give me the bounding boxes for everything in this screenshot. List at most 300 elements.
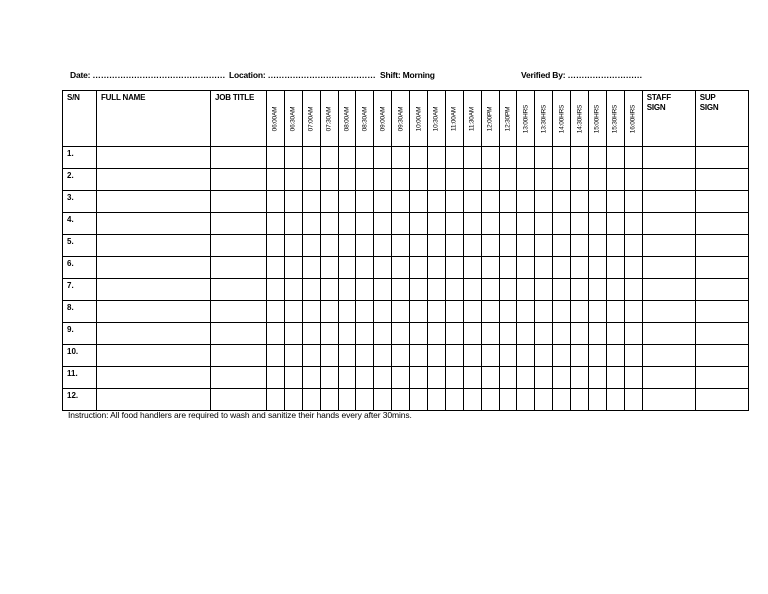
time-check-cell[interactable]: [284, 191, 302, 213]
time-check-cell[interactable]: [481, 169, 499, 191]
time-check-cell[interactable]: [589, 367, 607, 389]
time-check-cell[interactable]: [284, 235, 302, 257]
time-check-cell[interactable]: [535, 147, 553, 169]
time-check-cell[interactable]: [410, 323, 428, 345]
time-check-cell[interactable]: [320, 301, 338, 323]
time-check-cell[interactable]: [428, 147, 446, 169]
time-check-cell[interactable]: [553, 367, 571, 389]
time-check-cell[interactable]: [571, 147, 589, 169]
time-check-cell[interactable]: [606, 235, 624, 257]
time-check-cell[interactable]: [338, 389, 356, 411]
time-check-cell[interactable]: [481, 235, 499, 257]
time-check-cell[interactable]: [571, 191, 589, 213]
time-check-cell[interactable]: [535, 279, 553, 301]
time-check-cell[interactable]: [517, 323, 535, 345]
staff-sign-cell[interactable]: [642, 345, 695, 367]
full-name-cell[interactable]: [97, 345, 211, 367]
time-check-cell[interactable]: [589, 213, 607, 235]
time-check-cell[interactable]: [499, 147, 517, 169]
time-check-cell[interactable]: [517, 389, 535, 411]
time-check-cell[interactable]: [553, 323, 571, 345]
time-check-cell[interactable]: [356, 191, 374, 213]
time-check-cell[interactable]: [445, 191, 463, 213]
time-check-cell[interactable]: [392, 323, 410, 345]
time-check-cell[interactable]: [517, 169, 535, 191]
time-check-cell[interactable]: [481, 279, 499, 301]
time-check-cell[interactable]: [428, 301, 446, 323]
sup-sign-cell[interactable]: [695, 279, 748, 301]
time-check-cell[interactable]: [267, 191, 285, 213]
time-check-cell[interactable]: [445, 345, 463, 367]
time-check-cell[interactable]: [606, 301, 624, 323]
time-check-cell[interactable]: [410, 147, 428, 169]
time-check-cell[interactable]: [606, 345, 624, 367]
time-check-cell[interactable]: [374, 389, 392, 411]
time-check-cell[interactable]: [499, 279, 517, 301]
job-title-cell[interactable]: [211, 345, 267, 367]
staff-sign-cell[interactable]: [642, 279, 695, 301]
time-check-cell[interactable]: [589, 301, 607, 323]
time-check-cell[interactable]: [302, 323, 320, 345]
time-check-cell[interactable]: [302, 301, 320, 323]
time-check-cell[interactable]: [320, 279, 338, 301]
time-check-cell[interactable]: [571, 301, 589, 323]
time-check-cell[interactable]: [338, 279, 356, 301]
time-check-cell[interactable]: [571, 257, 589, 279]
time-check-cell[interactable]: [284, 301, 302, 323]
time-check-cell[interactable]: [410, 213, 428, 235]
staff-sign-cell[interactable]: [642, 367, 695, 389]
time-check-cell[interactable]: [410, 191, 428, 213]
time-check-cell[interactable]: [571, 279, 589, 301]
time-check-cell[interactable]: [374, 257, 392, 279]
time-check-cell[interactable]: [267, 169, 285, 191]
time-check-cell[interactable]: [302, 235, 320, 257]
time-check-cell[interactable]: [356, 147, 374, 169]
time-check-cell[interactable]: [392, 389, 410, 411]
time-check-cell[interactable]: [499, 367, 517, 389]
time-check-cell[interactable]: [535, 323, 553, 345]
time-check-cell[interactable]: [571, 235, 589, 257]
time-check-cell[interactable]: [302, 213, 320, 235]
time-check-cell[interactable]: [320, 147, 338, 169]
time-check-cell[interactable]: [338, 301, 356, 323]
time-check-cell[interactable]: [428, 345, 446, 367]
time-check-cell[interactable]: [445, 257, 463, 279]
time-check-cell[interactable]: [338, 169, 356, 191]
time-check-cell[interactable]: [356, 301, 374, 323]
time-check-cell[interactable]: [445, 169, 463, 191]
time-check-cell[interactable]: [535, 301, 553, 323]
time-check-cell[interactable]: [338, 235, 356, 257]
sup-sign-cell[interactable]: [695, 147, 748, 169]
time-check-cell[interactable]: [517, 191, 535, 213]
time-check-cell[interactable]: [302, 389, 320, 411]
job-title-cell[interactable]: [211, 169, 267, 191]
time-check-cell[interactable]: [338, 213, 356, 235]
time-check-cell[interactable]: [463, 213, 481, 235]
sup-sign-cell[interactable]: [695, 389, 748, 411]
full-name-cell[interactable]: [97, 367, 211, 389]
time-check-cell[interactable]: [553, 301, 571, 323]
time-check-cell[interactable]: [410, 389, 428, 411]
staff-sign-cell[interactable]: [642, 389, 695, 411]
time-check-cell[interactable]: [463, 279, 481, 301]
time-check-cell[interactable]: [499, 323, 517, 345]
time-check-cell[interactable]: [589, 169, 607, 191]
time-check-cell[interactable]: [374, 323, 392, 345]
time-check-cell[interactable]: [481, 191, 499, 213]
time-check-cell[interactable]: [535, 257, 553, 279]
time-check-cell[interactable]: [445, 389, 463, 411]
time-check-cell[interactable]: [302, 345, 320, 367]
time-check-cell[interactable]: [571, 323, 589, 345]
time-check-cell[interactable]: [374, 191, 392, 213]
time-check-cell[interactable]: [535, 389, 553, 411]
time-check-cell[interactable]: [589, 235, 607, 257]
time-check-cell[interactable]: [571, 345, 589, 367]
time-check-cell[interactable]: [517, 235, 535, 257]
time-check-cell[interactable]: [481, 301, 499, 323]
time-check-cell[interactable]: [624, 345, 642, 367]
time-check-cell[interactable]: [553, 389, 571, 411]
full-name-cell[interactable]: [97, 389, 211, 411]
time-check-cell[interactable]: [410, 169, 428, 191]
time-check-cell[interactable]: [463, 345, 481, 367]
time-check-cell[interactable]: [535, 235, 553, 257]
time-check-cell[interactable]: [320, 169, 338, 191]
full-name-cell[interactable]: [97, 257, 211, 279]
time-check-cell[interactable]: [445, 323, 463, 345]
time-check-cell[interactable]: [606, 213, 624, 235]
time-check-cell[interactable]: [410, 367, 428, 389]
time-check-cell[interactable]: [481, 323, 499, 345]
time-check-cell[interactable]: [428, 389, 446, 411]
time-check-cell[interactable]: [392, 367, 410, 389]
time-check-cell[interactable]: [428, 367, 446, 389]
sup-sign-cell[interactable]: [695, 345, 748, 367]
time-check-cell[interactable]: [284, 257, 302, 279]
time-check-cell[interactable]: [302, 257, 320, 279]
staff-sign-cell[interactable]: [642, 323, 695, 345]
job-title-cell[interactable]: [211, 389, 267, 411]
staff-sign-cell[interactable]: [642, 257, 695, 279]
time-check-cell[interactable]: [571, 389, 589, 411]
time-check-cell[interactable]: [445, 301, 463, 323]
time-check-cell[interactable]: [624, 147, 642, 169]
job-title-cell[interactable]: [211, 323, 267, 345]
time-check-cell[interactable]: [320, 345, 338, 367]
job-title-cell[interactable]: [211, 191, 267, 213]
time-check-cell[interactable]: [374, 301, 392, 323]
time-check-cell[interactable]: [517, 301, 535, 323]
full-name-cell[interactable]: [97, 147, 211, 169]
sup-sign-cell[interactable]: [695, 367, 748, 389]
time-check-cell[interactable]: [553, 257, 571, 279]
full-name-cell[interactable]: [97, 279, 211, 301]
full-name-cell[interactable]: [97, 301, 211, 323]
time-check-cell[interactable]: [267, 301, 285, 323]
time-check-cell[interactable]: [410, 235, 428, 257]
staff-sign-cell[interactable]: [642, 213, 695, 235]
time-check-cell[interactable]: [571, 367, 589, 389]
time-check-cell[interactable]: [428, 279, 446, 301]
time-check-cell[interactable]: [463, 235, 481, 257]
time-check-cell[interactable]: [445, 147, 463, 169]
time-check-cell[interactable]: [624, 213, 642, 235]
time-check-cell[interactable]: [499, 169, 517, 191]
time-check-cell[interactable]: [463, 191, 481, 213]
time-check-cell[interactable]: [356, 257, 374, 279]
time-check-cell[interactable]: [463, 257, 481, 279]
time-check-cell[interactable]: [284, 389, 302, 411]
time-check-cell[interactable]: [284, 323, 302, 345]
time-check-cell[interactable]: [374, 367, 392, 389]
time-check-cell[interactable]: [374, 147, 392, 169]
time-check-cell[interactable]: [392, 191, 410, 213]
time-check-cell[interactable]: [320, 389, 338, 411]
time-check-cell[interactable]: [267, 257, 285, 279]
time-check-cell[interactable]: [589, 323, 607, 345]
full-name-cell[interactable]: [97, 323, 211, 345]
job-title-cell[interactable]: [211, 235, 267, 257]
time-check-cell[interactable]: [356, 169, 374, 191]
time-check-cell[interactable]: [517, 257, 535, 279]
time-check-cell[interactable]: [606, 257, 624, 279]
time-check-cell[interactable]: [338, 147, 356, 169]
time-check-cell[interactable]: [338, 367, 356, 389]
time-check-cell[interactable]: [392, 345, 410, 367]
time-check-cell[interactable]: [463, 301, 481, 323]
sup-sign-cell[interactable]: [695, 323, 748, 345]
time-check-cell[interactable]: [302, 279, 320, 301]
time-check-cell[interactable]: [463, 147, 481, 169]
time-check-cell[interactable]: [481, 147, 499, 169]
time-check-cell[interactable]: [606, 367, 624, 389]
time-check-cell[interactable]: [589, 147, 607, 169]
staff-sign-cell[interactable]: [642, 147, 695, 169]
time-check-cell[interactable]: [624, 323, 642, 345]
time-check-cell[interactable]: [320, 191, 338, 213]
job-title-cell[interactable]: [211, 279, 267, 301]
time-check-cell[interactable]: [589, 279, 607, 301]
staff-sign-cell[interactable]: [642, 301, 695, 323]
time-check-cell[interactable]: [356, 213, 374, 235]
sup-sign-cell[interactable]: [695, 235, 748, 257]
time-check-cell[interactable]: [445, 213, 463, 235]
time-check-cell[interactable]: [428, 235, 446, 257]
time-check-cell[interactable]: [410, 257, 428, 279]
time-check-cell[interactable]: [392, 279, 410, 301]
time-check-cell[interactable]: [553, 147, 571, 169]
time-check-cell[interactable]: [535, 213, 553, 235]
sup-sign-cell[interactable]: [695, 213, 748, 235]
time-check-cell[interactable]: [553, 169, 571, 191]
time-check-cell[interactable]: [356, 389, 374, 411]
time-check-cell[interactable]: [463, 389, 481, 411]
time-check-cell[interactable]: [428, 191, 446, 213]
time-check-cell[interactable]: [302, 367, 320, 389]
sup-sign-cell[interactable]: [695, 191, 748, 213]
time-check-cell[interactable]: [517, 367, 535, 389]
time-check-cell[interactable]: [374, 345, 392, 367]
time-check-cell[interactable]: [338, 323, 356, 345]
time-check-cell[interactable]: [392, 301, 410, 323]
time-check-cell[interactable]: [302, 147, 320, 169]
time-check-cell[interactable]: [624, 301, 642, 323]
time-check-cell[interactable]: [374, 279, 392, 301]
time-check-cell[interactable]: [410, 345, 428, 367]
full-name-cell[interactable]: [97, 169, 211, 191]
time-check-cell[interactable]: [302, 169, 320, 191]
time-check-cell[interactable]: [624, 389, 642, 411]
time-check-cell[interactable]: [624, 257, 642, 279]
time-check-cell[interactable]: [267, 389, 285, 411]
time-check-cell[interactable]: [571, 213, 589, 235]
time-check-cell[interactable]: [463, 367, 481, 389]
time-check-cell[interactable]: [320, 213, 338, 235]
time-check-cell[interactable]: [267, 367, 285, 389]
time-check-cell[interactable]: [392, 147, 410, 169]
time-check-cell[interactable]: [374, 235, 392, 257]
time-check-cell[interactable]: [428, 323, 446, 345]
time-check-cell[interactable]: [499, 235, 517, 257]
time-check-cell[interactable]: [410, 279, 428, 301]
staff-sign-cell[interactable]: [642, 235, 695, 257]
time-check-cell[interactable]: [338, 191, 356, 213]
time-check-cell[interactable]: [267, 345, 285, 367]
time-check-cell[interactable]: [267, 213, 285, 235]
job-title-cell[interactable]: [211, 213, 267, 235]
time-check-cell[interactable]: [284, 213, 302, 235]
time-check-cell[interactable]: [481, 367, 499, 389]
time-check-cell[interactable]: [392, 235, 410, 257]
time-check-cell[interactable]: [535, 367, 553, 389]
time-check-cell[interactable]: [338, 345, 356, 367]
time-check-cell[interactable]: [356, 279, 374, 301]
time-check-cell[interactable]: [571, 169, 589, 191]
time-check-cell[interactable]: [499, 257, 517, 279]
sup-sign-cell[interactable]: [695, 257, 748, 279]
time-check-cell[interactable]: [267, 323, 285, 345]
time-check-cell[interactable]: [481, 257, 499, 279]
time-check-cell[interactable]: [589, 389, 607, 411]
time-check-cell[interactable]: [356, 345, 374, 367]
job-title-cell[interactable]: [211, 147, 267, 169]
time-check-cell[interactable]: [624, 235, 642, 257]
time-check-cell[interactable]: [284, 147, 302, 169]
time-check-cell[interactable]: [517, 213, 535, 235]
time-check-cell[interactable]: [624, 279, 642, 301]
time-check-cell[interactable]: [517, 147, 535, 169]
time-check-cell[interactable]: [356, 367, 374, 389]
time-check-cell[interactable]: [535, 169, 553, 191]
time-check-cell[interactable]: [589, 345, 607, 367]
time-check-cell[interactable]: [267, 279, 285, 301]
time-check-cell[interactable]: [374, 213, 392, 235]
time-check-cell[interactable]: [606, 169, 624, 191]
staff-sign-cell[interactable]: [642, 191, 695, 213]
time-check-cell[interactable]: [284, 169, 302, 191]
time-check-cell[interactable]: [284, 345, 302, 367]
time-check-cell[interactable]: [481, 389, 499, 411]
time-check-cell[interactable]: [517, 279, 535, 301]
time-check-cell[interactable]: [499, 389, 517, 411]
time-check-cell[interactable]: [445, 235, 463, 257]
time-check-cell[interactable]: [624, 191, 642, 213]
time-check-cell[interactable]: [428, 213, 446, 235]
time-check-cell[interactable]: [606, 323, 624, 345]
sup-sign-cell[interactable]: [695, 301, 748, 323]
time-check-cell[interactable]: [302, 191, 320, 213]
job-title-cell[interactable]: [211, 257, 267, 279]
time-check-cell[interactable]: [267, 147, 285, 169]
time-check-cell[interactable]: [356, 323, 374, 345]
time-check-cell[interactable]: [499, 213, 517, 235]
time-check-cell[interactable]: [481, 213, 499, 235]
time-check-cell[interactable]: [589, 191, 607, 213]
time-check-cell[interactable]: [445, 367, 463, 389]
time-check-cell[interactable]: [338, 257, 356, 279]
time-check-cell[interactable]: [606, 191, 624, 213]
time-check-cell[interactable]: [284, 367, 302, 389]
time-check-cell[interactable]: [320, 367, 338, 389]
sup-sign-cell[interactable]: [695, 169, 748, 191]
time-check-cell[interactable]: [320, 235, 338, 257]
time-check-cell[interactable]: [392, 213, 410, 235]
time-check-cell[interactable]: [499, 301, 517, 323]
time-check-cell[interactable]: [320, 257, 338, 279]
time-check-cell[interactable]: [410, 301, 428, 323]
full-name-cell[interactable]: [97, 191, 211, 213]
time-check-cell[interactable]: [535, 345, 553, 367]
time-check-cell[interactable]: [463, 323, 481, 345]
time-check-cell[interactable]: [553, 213, 571, 235]
time-check-cell[interactable]: [374, 169, 392, 191]
full-name-cell[interactable]: [97, 213, 211, 235]
time-check-cell[interactable]: [624, 367, 642, 389]
job-title-cell[interactable]: [211, 367, 267, 389]
time-check-cell[interactable]: [267, 235, 285, 257]
time-check-cell[interactable]: [356, 235, 374, 257]
time-check-cell[interactable]: [535, 191, 553, 213]
time-check-cell[interactable]: [589, 257, 607, 279]
time-check-cell[interactable]: [499, 345, 517, 367]
time-check-cell[interactable]: [553, 235, 571, 257]
time-check-cell[interactable]: [606, 389, 624, 411]
time-check-cell[interactable]: [517, 345, 535, 367]
time-check-cell[interactable]: [284, 279, 302, 301]
time-check-cell[interactable]: [606, 279, 624, 301]
full-name-cell[interactable]: [97, 235, 211, 257]
time-check-cell[interactable]: [499, 191, 517, 213]
time-check-cell[interactable]: [481, 345, 499, 367]
job-title-cell[interactable]: [211, 301, 267, 323]
time-check-cell[interactable]: [553, 191, 571, 213]
time-check-cell[interactable]: [463, 169, 481, 191]
staff-sign-cell[interactable]: [642, 169, 695, 191]
time-check-cell[interactable]: [624, 169, 642, 191]
time-check-cell[interactable]: [553, 279, 571, 301]
time-check-cell[interactable]: [445, 279, 463, 301]
time-check-cell[interactable]: [606, 147, 624, 169]
time-check-cell[interactable]: [553, 345, 571, 367]
time-check-cell[interactable]: [320, 323, 338, 345]
time-check-cell[interactable]: [392, 169, 410, 191]
time-check-cell[interactable]: [428, 257, 446, 279]
time-check-cell[interactable]: [392, 257, 410, 279]
time-check-cell[interactable]: [428, 169, 446, 191]
